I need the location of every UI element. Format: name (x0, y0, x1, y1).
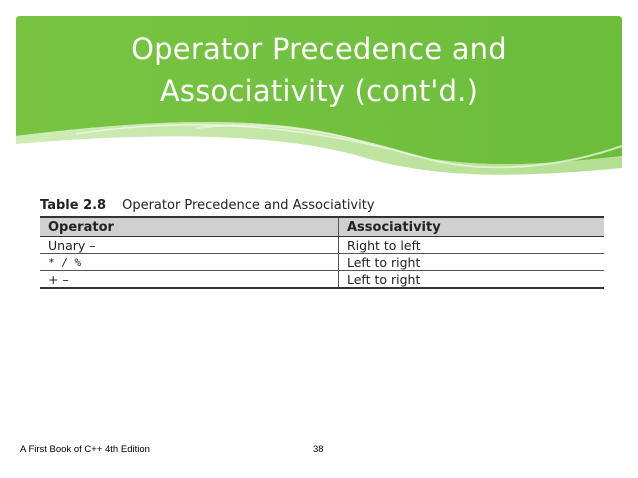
associativity-cell: Left to right (339, 271, 605, 289)
table-header-row (40, 217, 604, 237)
column-header-associativity: Associativity (339, 217, 605, 237)
footer-book-title: A First Book of C++ 4th Edition (20, 444, 150, 455)
operator-cell: + – (40, 271, 339, 289)
table-row (40, 254, 604, 271)
page-number: 38 (313, 444, 324, 455)
slide-title (16, 28, 622, 112)
associativity-cell: Right to left (339, 237, 605, 254)
table-row (40, 271, 604, 289)
table-number: Table 2.8 (40, 198, 107, 213)
slide-title-line2: Associativity (cont'd.) (159, 74, 479, 108)
table-caption-text: Operator Precedence and Associativity (122, 198, 375, 213)
table-row (40, 237, 604, 254)
precedence-table (40, 216, 604, 289)
operator-cell: Unary – (40, 237, 339, 254)
operator-cell: * / % (40, 254, 339, 271)
associativity-cell: Left to right (339, 254, 605, 271)
slide-title-line1: Operator Precedence and (131, 32, 507, 66)
title-banner (16, 16, 622, 176)
table-caption (40, 198, 375, 213)
column-header-operator: Operator (40, 217, 339, 237)
